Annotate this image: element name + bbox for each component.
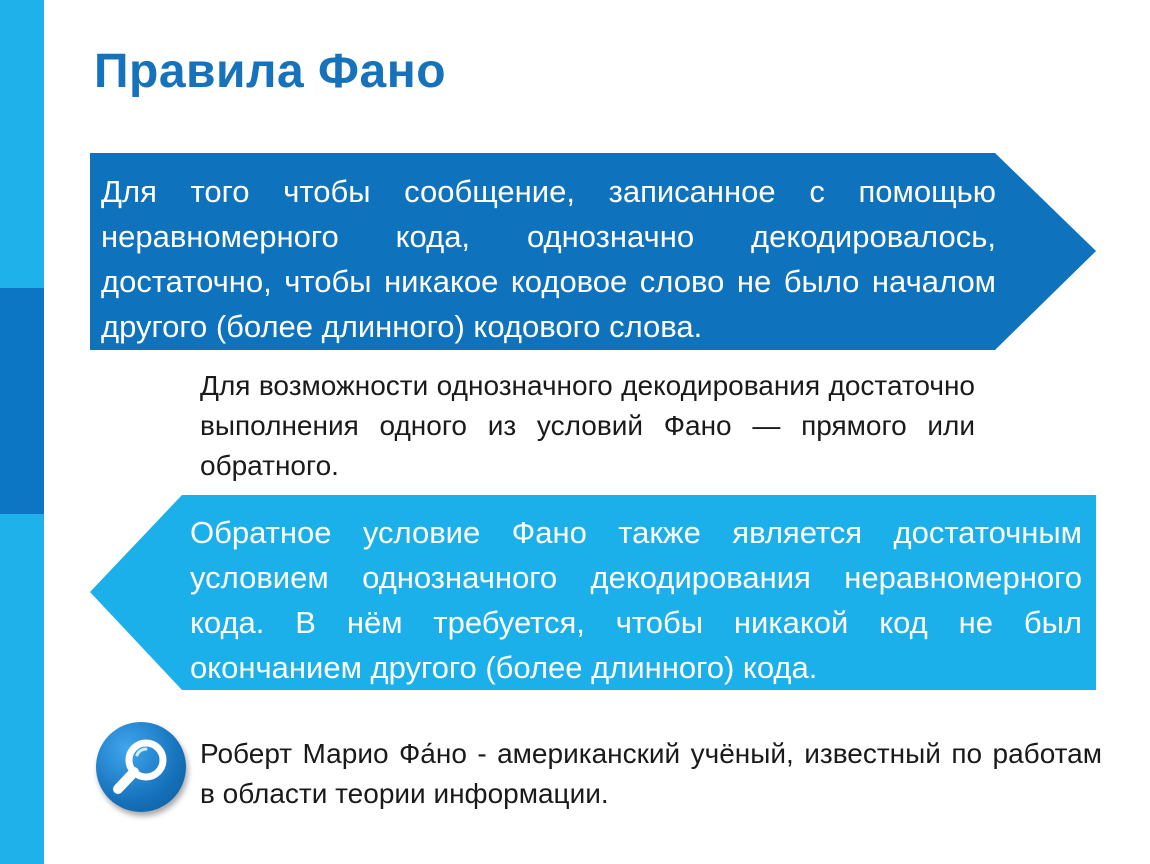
footer-note: Роберт Марио Фа́но - американский учёный, известный по работам в области теории информации.	[200, 738, 1102, 809]
direct-condition-text: Для того чтобы сообщение, записанное с помощью неравномерного кода, однозначно декодировалось, достаточно, чтобы никакое кодовое слово не было началом другого (более длинного) кодового слова.	[101, 174, 996, 344]
side-bar-accent	[0, 288, 44, 514]
magnifier-icon	[96, 722, 186, 812]
reverse-condition-text: Обратное условие Фано также является достаточным условием однозначного декодирования неравномерного кода. В нём требуется, чтобы никакой код не был окончанием другого (более длинного) кода.	[190, 515, 1082, 685]
slide-title: Правила Фано	[94, 45, 447, 98]
middle-note: Для возможности однозначного декодирования достаточно выполнения одного из условий Фано — прямого или обратного.	[200, 370, 975, 481]
